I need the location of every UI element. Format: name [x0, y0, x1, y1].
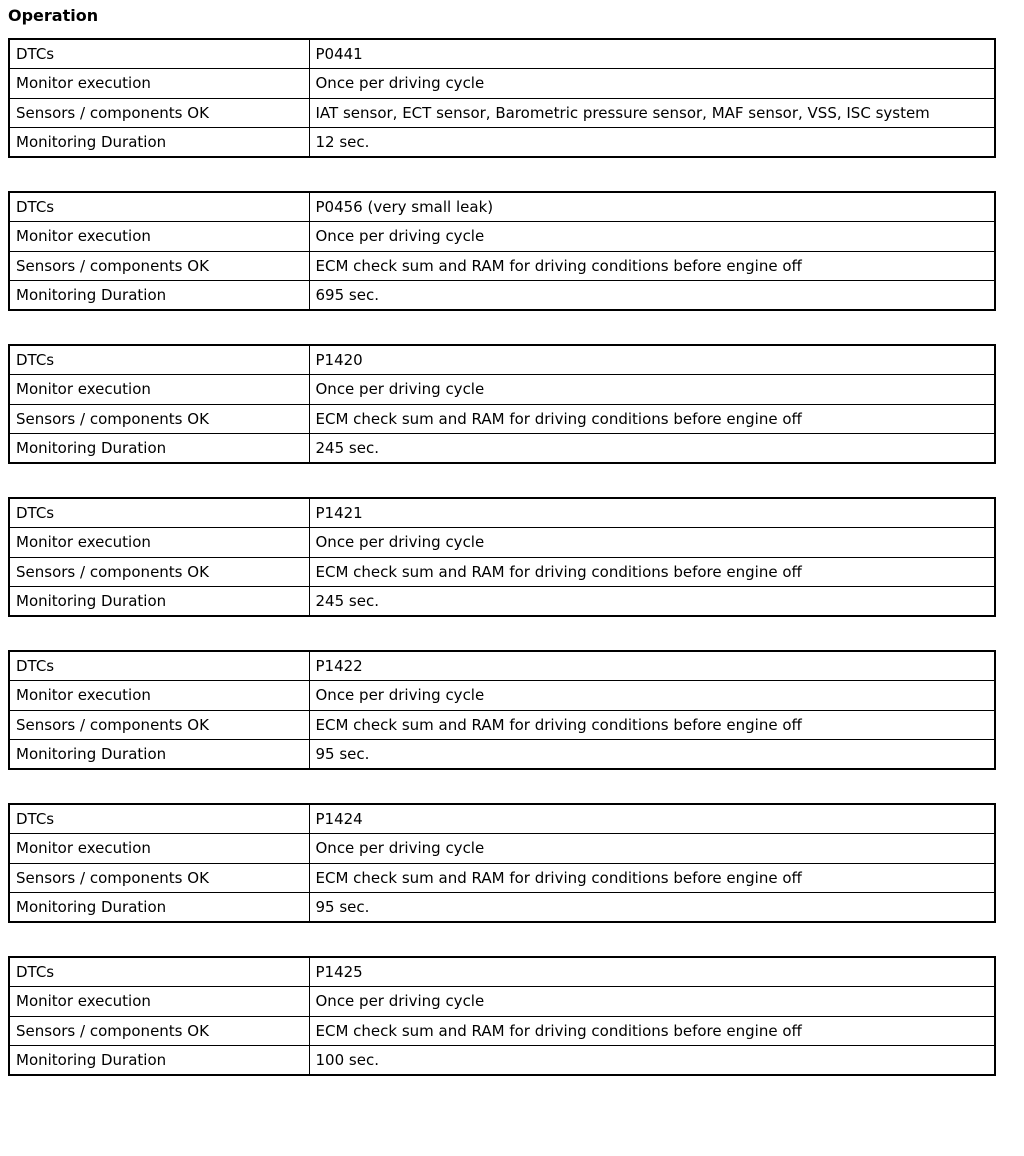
table-row — [9, 528, 995, 557]
table-row — [9, 987, 995, 1016]
operation-table-p0441 — [8, 38, 996, 158]
monitor-execution-value: Once per driving cycle — [309, 681, 995, 710]
row-label-dtcs: DTCs — [9, 498, 309, 528]
table-row — [9, 651, 995, 681]
monitoring-duration-value: 245 sec. — [309, 586, 995, 616]
row-label-monitoring-duration: Monitoring Duration — [9, 280, 309, 310]
table-row — [9, 345, 995, 375]
table-row — [9, 557, 995, 586]
sensors-ok-value: IAT sensor, ECT sensor, Barometric pressure sensor, MAF sensor, VSS, ISC system — [309, 98, 995, 127]
row-label-monitor-execution: Monitor execution — [9, 528, 309, 557]
operation-table-p1424 — [8, 803, 996, 923]
row-label-monitoring-duration: Monitoring Duration — [9, 1045, 309, 1075]
row-label-monitoring-duration: Monitoring Duration — [9, 127, 309, 157]
monitoring-duration-value: 95 sec. — [309, 739, 995, 769]
row-label-monitoring-duration: Monitoring Duration — [9, 739, 309, 769]
dtcs-value: P1424 — [309, 804, 995, 834]
table-row — [9, 739, 995, 769]
row-label-sensors-ok: Sensors / components OK — [9, 557, 309, 586]
dtcs-value: P1420 — [309, 345, 995, 375]
table-row — [9, 681, 995, 710]
operation-table-p1425 — [8, 956, 996, 1076]
row-label-monitor-execution: Monitor execution — [9, 69, 309, 98]
row-label-monitor-execution: Monitor execution — [9, 375, 309, 404]
table-row — [9, 1016, 995, 1045]
row-label-monitoring-duration: Monitoring Duration — [9, 892, 309, 922]
row-label-dtcs: DTCs — [9, 345, 309, 375]
row-label-monitoring-duration: Monitoring Duration — [9, 586, 309, 616]
row-label-monitor-execution: Monitor execution — [9, 681, 309, 710]
monitor-execution-value: Once per driving cycle — [309, 375, 995, 404]
table-row — [9, 892, 995, 922]
row-label-sensors-ok: Sensors / components OK — [9, 863, 309, 892]
table-row — [9, 280, 995, 310]
table-row — [9, 1045, 995, 1075]
table-row — [9, 69, 995, 98]
row-label-dtcs: DTCs — [9, 804, 309, 834]
sensors-ok-value: ECM check sum and RAM for driving conditions before engine off — [309, 1016, 995, 1045]
monitor-execution-value: Once per driving cycle — [309, 834, 995, 863]
row-label-sensors-ok: Sensors / components OK — [9, 404, 309, 433]
dtcs-value: P1421 — [309, 498, 995, 528]
row-label-sensors-ok: Sensors / components OK — [9, 98, 309, 127]
row-label-dtcs: DTCs — [9, 192, 309, 222]
operation-table-p1422 — [8, 650, 996, 770]
table-row — [9, 957, 995, 987]
sensors-ok-value: ECM check sum and RAM for driving conditions before engine off — [309, 251, 995, 280]
row-label-sensors-ok: Sensors / components OK — [9, 251, 309, 280]
row-label-dtcs: DTCs — [9, 39, 309, 69]
dtcs-value: P0456 (very small leak) — [309, 192, 995, 222]
monitor-execution-value: Once per driving cycle — [309, 987, 995, 1016]
row-label-monitor-execution: Monitor execution — [9, 222, 309, 251]
monitoring-duration-value: 100 sec. — [309, 1045, 995, 1075]
page-title: Operation — [8, 6, 99, 25]
table-row — [9, 222, 995, 251]
row-label-dtcs: DTCs — [9, 651, 309, 681]
operation-table-p0456 — [8, 191, 996, 311]
monitoring-duration-value: 245 sec. — [309, 433, 995, 463]
row-label-dtcs: DTCs — [9, 957, 309, 987]
table-row — [9, 39, 995, 69]
table-row — [9, 404, 995, 433]
sensors-ok-value: ECM check sum and RAM for driving conditions before engine off — [309, 863, 995, 892]
table-row — [9, 375, 995, 404]
monitor-execution-value: Once per driving cycle — [309, 528, 995, 557]
row-label-monitor-execution: Monitor execution — [9, 834, 309, 863]
monitoring-duration-value: 95 sec. — [309, 892, 995, 922]
operation-table-p1421 — [8, 497, 996, 617]
operation-table-p1420 — [8, 344, 996, 464]
table-row — [9, 586, 995, 616]
table-row — [9, 863, 995, 892]
table-row — [9, 433, 995, 463]
monitoring-duration-value: 695 sec. — [309, 280, 995, 310]
table-row — [9, 804, 995, 834]
monitoring-duration-value: 12 sec. — [309, 127, 995, 157]
table-row — [9, 98, 995, 127]
sensors-ok-value: ECM check sum and RAM for driving conditions before engine off — [309, 557, 995, 586]
row-label-sensors-ok: Sensors / components OK — [9, 1016, 309, 1045]
dtcs-value: P0441 — [309, 39, 995, 69]
table-row — [9, 192, 995, 222]
monitor-execution-value: Once per driving cycle — [309, 222, 995, 251]
row-label-monitoring-duration: Monitoring Duration — [9, 433, 309, 463]
dtcs-value: P1425 — [309, 957, 995, 987]
sensors-ok-value: ECM check sum and RAM for driving conditions before engine off — [309, 404, 995, 433]
table-row — [9, 710, 995, 739]
table-row — [9, 498, 995, 528]
table-row — [9, 127, 995, 157]
sensors-ok-value: ECM check sum and RAM for driving conditions before engine off — [309, 710, 995, 739]
monitor-execution-value: Once per driving cycle — [309, 69, 995, 98]
row-label-sensors-ok: Sensors / components OK — [9, 710, 309, 739]
table-row — [9, 834, 995, 863]
dtcs-value: P1422 — [309, 651, 995, 681]
table-row — [9, 251, 995, 280]
row-label-monitor-execution: Monitor execution — [9, 987, 309, 1016]
